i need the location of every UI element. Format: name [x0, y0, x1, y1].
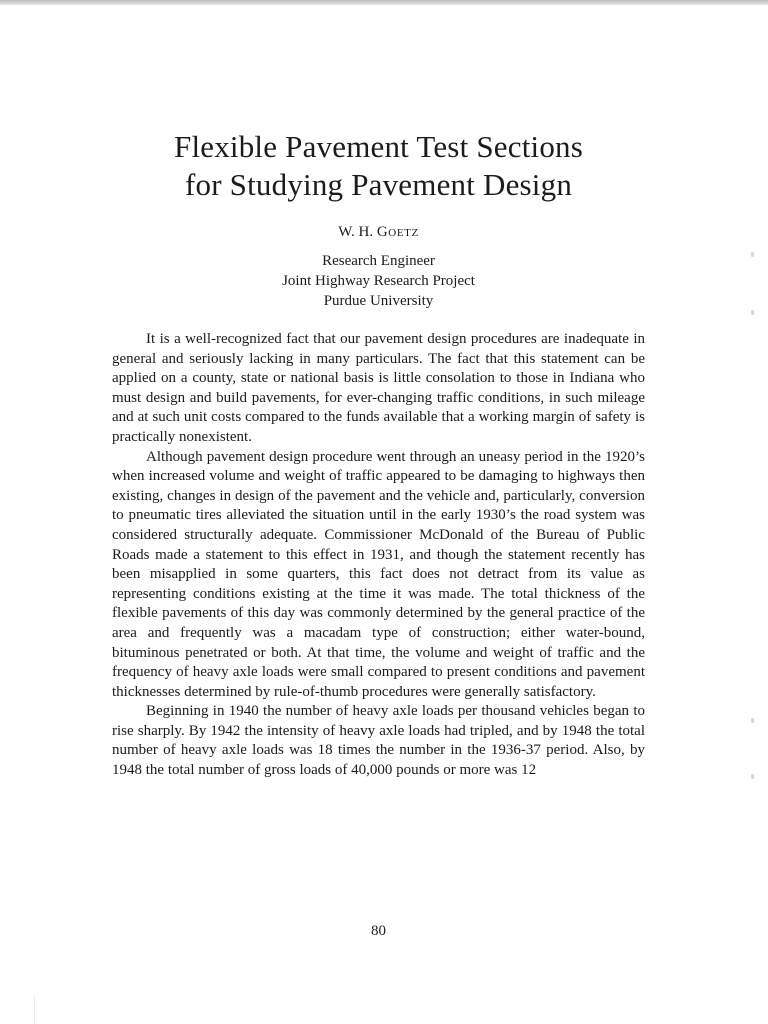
scan-edge-mark [751, 310, 754, 315]
author-byline [112, 223, 645, 241]
body-paragraph-3: Beginning in 1940 the number of heavy axle loads per thousand vehicles began to rise sharply. By 1942 the intensity of heavy axle loads had tripled, and by 1948 the total number of heavy axle loads was 18 times the number in the 1936-37 period. Also, by 1948 the total number of gross loads of 40,000 pounds or more was 12 [112, 703, 645, 779]
article-title-line-2: for Studying Pavement Design [184, 167, 573, 202]
body-paragraph-1: It is a well-recognized fact that our pavement design procedures are inadequate in general and seriously lacking in many particulars. The fact that this statement can be applied on a county, state or national basis is little consolation to those in Indiana who must design and build pavements, for ever-changing traffic conditions, in such mileage and at such unit costs compared to the funds available that a working margin of safety is practically nonexistent. [112, 331, 645, 445]
article-body [112, 330, 645, 781]
article-title [112, 128, 645, 204]
scan-edge-mark [751, 252, 754, 257]
scan-edge-mark [751, 774, 754, 779]
page-number: 80 [371, 923, 386, 939]
affiliation-position: Research Engineer [322, 253, 435, 269]
document-page [112, 0, 645, 1024]
scan-edge-mark [751, 718, 754, 723]
affiliation-project: Joint Highway Research Project [282, 273, 475, 289]
scan-left-edge [34, 995, 35, 1024]
author-affiliation [112, 251, 645, 311]
affiliation-university: Purdue University [323, 293, 434, 309]
author-surname: Goetz [376, 224, 419, 240]
body-paragraph-2: Although pavement design procedure went through an uneasy period in the 1920’s when increased volume and weight of traffic appeared to be damaging to highways then existing, changes in design of the pavement and the vehicle and, particularly, conversion to pneumatic tires alleviated the situation until in the early 1930’s the road system was considered structurally adequate. Commissioner McDonald of the Bureau of Public Roads made a statement to this effect in 1931, and though the statement recently has been misapplied in some quarters, this fact does not detract from its value as representing conditions existing at the time it was made. The total thickness of the flexible pavements of this day was commonly determined by the general practice of the area and frequently was a macadam type of construction; either water-bound, bituminous penetrated or both. At that time, the volume and weight of traffic and the frequency of heavy axle loads were small compared to present conditions and pavement thicknesses determined by rule-of-thumb procedures were generally satisfactory. [112, 448, 645, 700]
author-initials: W. H. [338, 224, 374, 240]
article-title-line-1: Flexible Pavement Test Sections [174, 129, 583, 164]
